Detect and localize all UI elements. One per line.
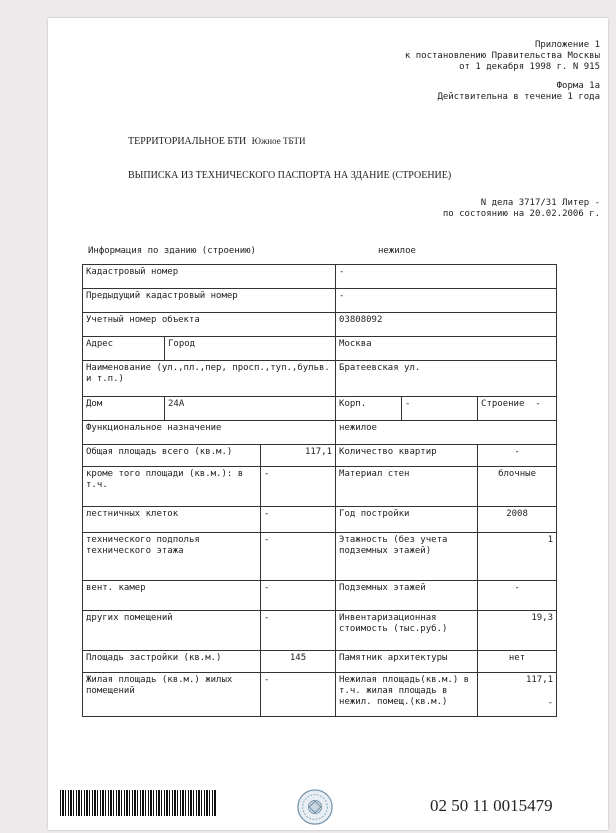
tech-label: технического подполья технического этажа: [83, 533, 261, 581]
living-label: Жилая площадь (кв.м.) жилых помещений: [83, 673, 261, 717]
other-value: -: [261, 611, 336, 651]
wall-value: блочные: [478, 467, 557, 507]
table-row: [83, 507, 557, 533]
street-label: Наименование (ул.,пл.,пер, просп.,туп.,бульв. и т.п.): [83, 361, 336, 397]
underground-label: Подземных этажей: [336, 581, 478, 611]
house-label: Дом: [83, 397, 165, 421]
floors-value: 1: [478, 533, 557, 581]
table-row: [83, 313, 557, 337]
seal-icon: [296, 788, 334, 826]
flats-value: -: [478, 445, 557, 467]
table-row: [83, 361, 557, 397]
cadastral-label: Кадастровый номер: [83, 265, 336, 289]
monument-value: нет: [478, 651, 557, 673]
validity-label: Действительна в течение 1 года: [437, 92, 600, 102]
city-value: Москва: [336, 337, 557, 361]
building-data-table: [82, 264, 557, 717]
table-row: [83, 533, 557, 581]
decree-line: к постановлению Правительства Москвы: [404, 51, 600, 61]
city-label: Город: [165, 337, 336, 361]
table-row: [83, 581, 557, 611]
flats-label: Количество квартир: [336, 445, 478, 467]
other-label: других помещений: [83, 611, 261, 651]
prev-cadastral-value: -: [336, 289, 557, 313]
document-title: ВЫПИСКА ИЗ ТЕХНИЧЕСКОГО ПАСПОРТА НА ЗДАНИЕ (СТРОЕНИЕ): [128, 170, 452, 181]
table-row: [83, 445, 557, 467]
table-row: [83, 289, 557, 313]
building-info-label: Информация по зданию (строению): [88, 246, 256, 256]
table-row: [83, 467, 557, 507]
vent-label: вент. камер: [83, 581, 261, 611]
office-name: Южное ТБТИ: [251, 136, 306, 146]
table-row: [83, 397, 557, 421]
inventory-label: Инвентаризационная стоимость (тыс.руб.): [336, 611, 478, 651]
house-value: 24А: [165, 397, 336, 421]
table-row: [83, 337, 557, 361]
total-area-label: Общая площадь всего (кв.м.): [83, 445, 261, 467]
decree-date-line: от 1 декабря 1998 г. N 915: [459, 62, 600, 72]
document-page: [48, 18, 608, 830]
vent-value: -: [261, 581, 336, 611]
cadastral-value: -: [336, 265, 557, 289]
wall-label: Материал стен: [336, 467, 478, 507]
extra-area-label: кроме того площади (кв.м.): в т.ч.: [83, 467, 261, 507]
purpose-label: Функциональное назначение: [83, 421, 336, 445]
footprint-label: Площадь застройки (кв.м.): [83, 651, 261, 673]
barcode-icon: [60, 790, 217, 816]
nonliving-value-cell: [478, 673, 557, 717]
appendix-line: Приложение 1: [534, 40, 600, 50]
table-row: [83, 421, 557, 445]
tech-value: -: [261, 533, 336, 581]
floors-label: Этажность (без учета подземных этажей): [336, 533, 478, 581]
corp-label: Корп.: [336, 397, 402, 421]
building-value: -: [535, 399, 541, 409]
footprint-value: 145: [261, 651, 336, 673]
underground-value: -: [478, 581, 557, 611]
office-line: [128, 136, 306, 148]
nonliving-label: Нежилая площадь(кв.м.) в т.ч. жилая площадь в нежил. помещ.(кв.м.): [336, 673, 478, 717]
nonliving-living-value: -: [547, 698, 554, 708]
year-value: 2008: [478, 507, 557, 533]
table-row: [83, 265, 557, 289]
address-label: Адрес: [83, 337, 165, 361]
document-number: 02 50 11 0015479: [430, 796, 553, 815]
account-label: Учетный номер объекта: [83, 313, 336, 337]
prev-cadastral-label: Предыдущий кадастровый номер: [83, 289, 336, 313]
extra-area-value: -: [261, 467, 336, 507]
form-label: Форма 1а: [556, 81, 600, 91]
case-date: по состоянию на 20.02.2006 г.: [442, 209, 600, 219]
table-row: [83, 611, 557, 651]
case-number: N дела 3717/31 Литер -: [480, 198, 600, 208]
year-label: Год постройки: [336, 507, 478, 533]
account-value: 03808092: [336, 313, 557, 337]
appendix-header: [405, 40, 600, 103]
nonliving-value: 117,1: [525, 675, 554, 685]
inventory-value: 19,3: [478, 611, 557, 651]
table-row: [83, 673, 557, 717]
building-label-text: Строение: [481, 399, 525, 409]
living-value: -: [261, 673, 336, 717]
street-value: Братеевская ул.: [336, 361, 557, 397]
stairs-label: лестничных клеток: [83, 507, 261, 533]
office-label: ТЕРРИТОРИАЛЬНОЕ БТИ: [128, 136, 247, 147]
building-info-value: нежилое: [378, 246, 416, 256]
building-label: [478, 397, 557, 421]
total-area-value: 117,1: [261, 445, 336, 467]
stairs-value: -: [261, 507, 336, 533]
purpose-value: нежилое: [336, 421, 557, 445]
case-info: [443, 198, 600, 220]
corp-value: -: [402, 397, 478, 421]
table-row: [83, 651, 557, 673]
monument-label: Памятник архитектуры: [336, 651, 478, 673]
